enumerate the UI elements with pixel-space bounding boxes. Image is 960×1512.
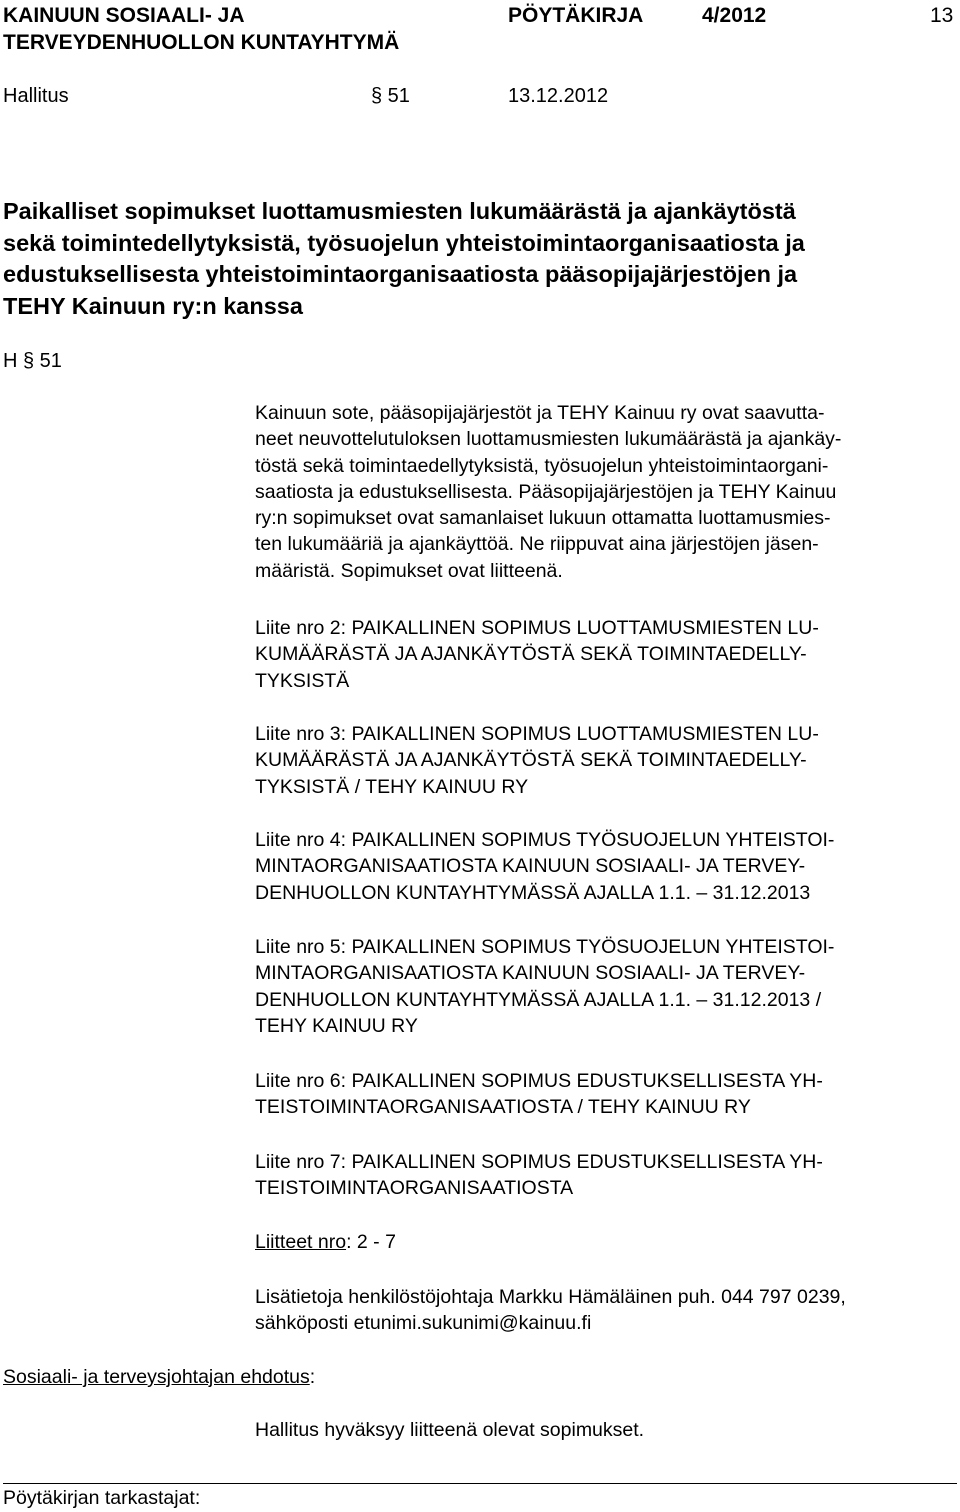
- section-number: § 51: [371, 85, 410, 107]
- attachment-line: KUMÄÄRÄSTÄ JA AJANKÄYTÖSTÄ SEKÄ TOIMINTAEDELLY-: [255, 643, 807, 666]
- attachment-item: [255, 1068, 823, 1121]
- title-line: TEHY Kainuun ry:n kanssa: [3, 292, 303, 319]
- title-line: Paikalliset sopimukset luottamusmiesten lukumäärästä ja ajankäytöstä: [3, 198, 796, 224]
- attachment-line: TEISTOIMINTAORGANISAATIOSTA / TEHY KAINUU RY: [255, 1096, 751, 1119]
- attachment-line: Liite nro 4: PAIKALLINEN SOPIMUS TYÖSUOJELUN YHTEISTOI-: [255, 829, 835, 851]
- title-line: sekä toimintedellytyksistä, työsuojelun yhteistoimintaorganisaatiosta ja: [3, 229, 805, 256]
- attachment-item: [255, 934, 834, 1039]
- contact-line: Lisätietoja henkilöstöjohtaja Markku Hämäläinen puh. 044 797 0239,: [255, 1286, 846, 1308]
- contact-line: sähköposti etunimi.sukunimi@kainuu.fi: [255, 1312, 592, 1335]
- org-name-line1: KAINUUN SOSIAALI- JA: [3, 4, 245, 27]
- proposal-label-text: Sosiaali- ja terveysjohtajan ehdotus: [3, 1366, 310, 1388]
- attachment-item: [255, 827, 834, 906]
- paragraph-line: neet neuvottelutuloksen luottamusmiesten lukumäärästä ja ajankäy-: [255, 428, 842, 451]
- attachment-item: [255, 721, 819, 800]
- attachment-line: Liite nro 5: PAIKALLINEN SOPIMUS TYÖSUOJELUN YHTEISTOI-: [255, 936, 835, 958]
- meeting-date: 13.12.2012: [508, 85, 609, 107]
- proposal-text: Hallitus hyväksyy liitteenä olevat sopimukset.: [255, 1419, 645, 1441]
- attachment-line: MINTAORGANISAATIOSTA KAINUUN SOSIAALI- JA TERVEY-: [255, 855, 806, 878]
- attachment-line: TYKSISTÄ: [255, 669, 350, 692]
- intro-paragraph: [255, 400, 841, 584]
- paragraph-line: määristä. Sopimukset ovat liitteenä.: [255, 559, 563, 582]
- org-name-line2: TERVEYDENHUOLLON KUNTAYHTYMÄ: [3, 31, 400, 54]
- proposal-label: [3, 1364, 315, 1390]
- attachment-line: MINTAORGANISAATIOSTA KAINUUN SOSIAALI- JA TERVEY-: [255, 962, 806, 985]
- attachment-line: TYKSISTÄ / TEHY KAINUU RY: [255, 775, 529, 798]
- attachments-summary-label: Liitteet nro: [255, 1231, 347, 1253]
- paragraph-line: Kainuun sote, pääsopijajärjestöt ja TEHY Kainuu ry ovat saavutta-: [255, 402, 825, 424]
- attachments-summary-value: : 2 - 7: [346, 1231, 396, 1253]
- attachment-line: TEISTOIMINTAORGANISAATIOSTA: [255, 1177, 574, 1200]
- attachment-line: TEHY KAINUU RY: [255, 1014, 418, 1037]
- attachment-line: KUMÄÄRÄSTÄ JA AJANKÄYTÖSTÄ SEKÄ TOIMINTAEDELLY-: [255, 749, 807, 772]
- paragraph-line: ten lukumääriä ja ajankäyttöä. Ne riippuvat aina järjestöjen jäsen-: [255, 533, 819, 556]
- paragraph-line: saatiosta ja edustuksellisesta. Pääsopijajärjestöjen ja TEHY Kainuu: [255, 480, 837, 503]
- attachment-item: [255, 1149, 823, 1202]
- doc-type: PÖYTÄKIRJA: [508, 4, 644, 27]
- attachment-line: Liite nro 2: PAIKALLINEN SOPIMUS LUOTTAMUSMIESTEN LU-: [255, 617, 819, 639]
- section-label: H § 51: [3, 350, 62, 372]
- reviewers-label: Pöytäkirjan tarkastajat:: [3, 1487, 201, 1509]
- doc-number: 4/2012: [702, 4, 767, 27]
- attachment-line: Liite nro 3: PAIKALLINEN SOPIMUS LUOTTAMUSMIESTEN LU-: [255, 723, 819, 745]
- title-line: edustuksellisesta yhteistoimintaorganisaatiosta pääsopijajärjestöjen ja: [3, 261, 798, 287]
- attachment-line: Liite nro 7: PAIKALLINEN SOPIMUS EDUSTUKSELLISESTA YH-: [255, 1151, 823, 1173]
- attachment-line: DENHUOLLON KUNTAYHTYMÄSSÄ AJALLA 1.1. – 31.12.2013 /: [255, 988, 822, 1011]
- proposal-label-colon: :: [309, 1366, 316, 1388]
- attachment-line: Liite nro 6: PAIKALLINEN SOPIMUS EDUSTUKSELLISESTA YH-: [255, 1070, 823, 1092]
- footer-divider: [3, 1483, 957, 1484]
- attachment-item: [255, 615, 819, 694]
- attachments-summary: [255, 1229, 396, 1255]
- contact-info: [255, 1284, 846, 1337]
- paragraph-line: ry:n sopimukset ovat samanlaiset lukuun ottamatta luottamusmies-: [255, 507, 831, 530]
- agenda-title: [3, 196, 805, 322]
- meeting-body: Hallitus: [3, 85, 69, 107]
- attachment-line: DENHUOLLON KUNTAYHTYMÄSSÄ AJALLA 1.1. – 31.12.2013: [255, 881, 811, 904]
- paragraph-line: töstä sekä toimintaedellytyksistä, työsuojelun yhteistoimintaorgani-: [255, 454, 829, 477]
- page-number: 13: [930, 4, 954, 27]
